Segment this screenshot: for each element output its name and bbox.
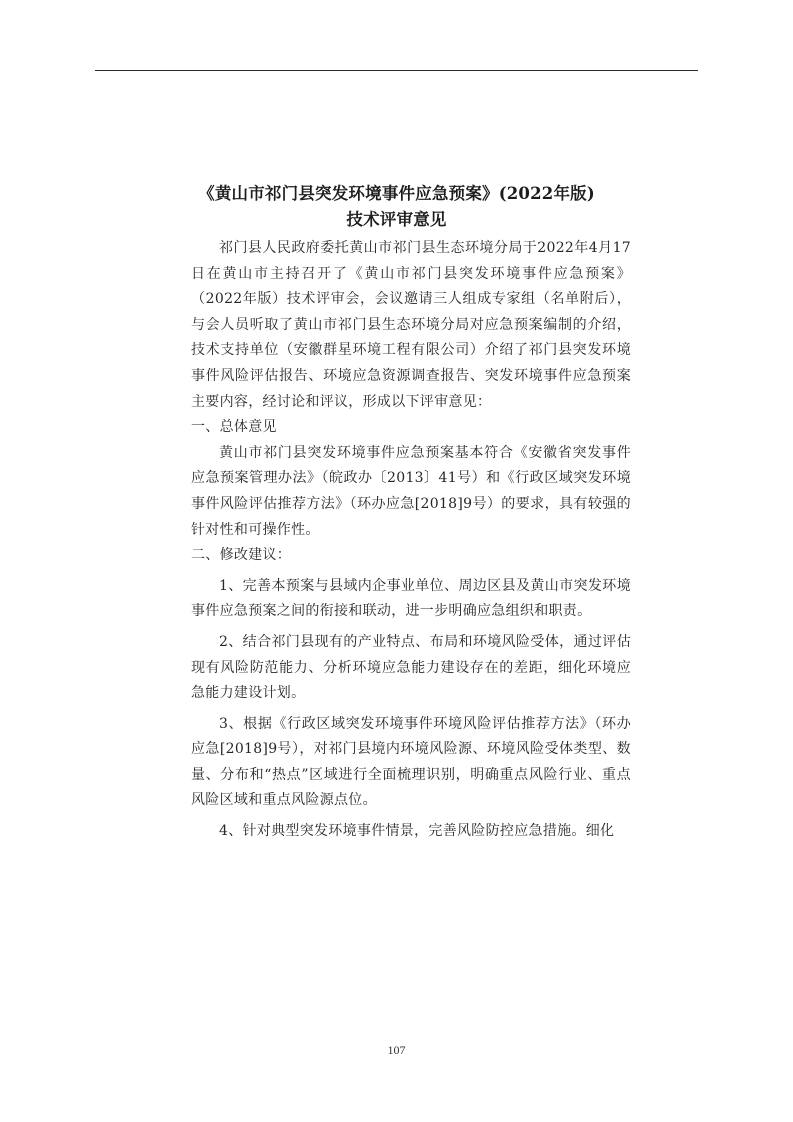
intro-paragraph: 祁门县人民政府委托黄山市祁门县生态环境分局于2022年4月17日在黄山市主持召开了《黄山市祁门县突发环境事件应急预案》（2022年版）技术评审会，会议邀请三人组成专家组（名单附后），与会人员听取了黄山市祁门县生态环境分局对应急预案编制的介绍，技术支持单位（安徽群星环境工程有限公司）介绍了祁门县突发环境事件风险评估报告、环境应急资源调查报告、突发环境事件应急预案主要内容，经讨论和评议，形成以下评审意见： [191,240,631,410]
section-heading-overall: 一、总体意见 [191,419,277,436]
document-title: 《黄山市祁门县突发环境事件应急预案》(2022年版) [198,184,595,203]
header-rule [95,70,698,71]
suggestion-item: 3、根据《行政区域突发环境事件环境风险评估推荐方法》（环办应急[2018]9号），对祁门县境内环境风险源、环境风险受体类型、数量、分布和“热点”区域进行全面梳理识别，明确重点风险行业、重点风险区域和重点风险源点位。 [191,715,631,809]
suggestion-item: 1、完善本预案与县域内企事业单位、周边区县及黄山市突发环境事件应急预案之间的衔接和联动，进一步明确应急组织和职责。 [191,577,631,620]
overall-opinion-paragraph: 黄山市祁门县突发环境事件应急预案基本符合《安徽省突发事件应急预案管理办法》（皖政办〔2013〕41号）和《行政区域突发环境事件风险评估推荐方法》（环办应急[2018]9号）的要求，具有较强的针对性和可操作性。 [191,444,631,538]
page-number: 107 [387,1043,406,1057]
suggestion-item: 4、针对典型突发环境事件情景，完善风险防控应急措施。细化 [219,823,615,840]
document-body [191,236,631,845]
document-subtitle: 技术评审意见 [346,210,447,229]
section-heading-suggestions: 二、修改建议： [191,547,292,564]
suggestion-item: 2、结合祁门县现有的产业特点、布局和环境风险受体，通过评估现有风险防范能力、分析环境应急能力建设存在的差距，细化环境应急能力建设计划。 [191,633,631,702]
